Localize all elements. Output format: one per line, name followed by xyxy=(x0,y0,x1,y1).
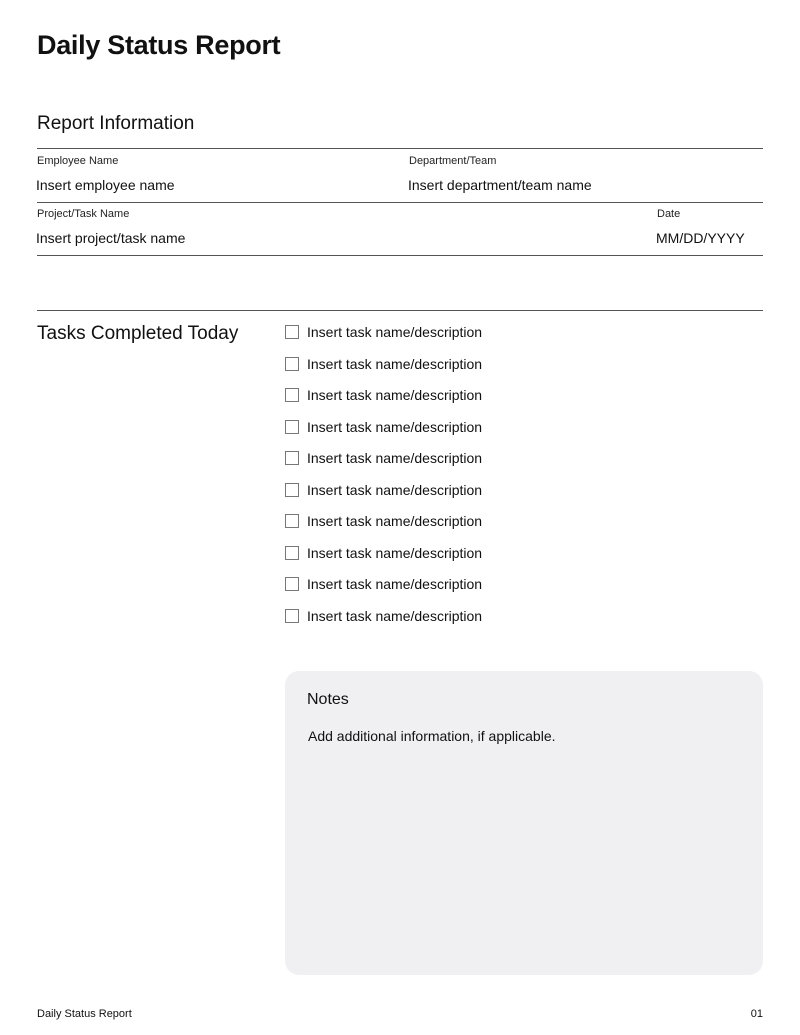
task-item xyxy=(285,482,482,514)
task-checkbox[interactable] xyxy=(285,388,299,402)
page-number: 01 xyxy=(750,1008,763,1020)
footer-title: Daily Status Report xyxy=(37,1008,132,1020)
task-item xyxy=(285,419,482,451)
task-item xyxy=(285,576,482,608)
task-label: Insert task name/description xyxy=(307,418,483,435)
date-field[interactable]: MM/DD/YYYY xyxy=(656,230,745,246)
task-checkbox[interactable] xyxy=(285,514,299,528)
task-checkbox[interactable] xyxy=(285,357,299,371)
department-field[interactable]: Insert department/team name xyxy=(408,177,592,193)
task-item xyxy=(285,450,482,482)
task-item xyxy=(285,545,482,577)
task-item xyxy=(285,387,482,419)
task-item xyxy=(285,608,482,640)
task-checkbox[interactable] xyxy=(285,546,299,560)
project-name-field[interactable]: Insert project/task name xyxy=(36,230,186,246)
task-checkbox[interactable] xyxy=(285,420,299,434)
page-title: Daily Status Report xyxy=(37,30,281,60)
notes-panel[interactable] xyxy=(285,671,763,975)
divider xyxy=(37,310,763,311)
divider xyxy=(37,255,763,256)
divider xyxy=(37,202,763,203)
task-label: Insert task name/description xyxy=(307,355,483,372)
task-label: Insert task name/description xyxy=(307,450,483,466)
employee-name-label: Employee Name xyxy=(37,155,119,167)
report-information-heading: Report Information xyxy=(37,113,195,134)
project-name-label: Project/Task Name xyxy=(37,208,130,220)
task-checkbox[interactable] xyxy=(285,577,299,591)
task-checkbox[interactable] xyxy=(285,325,299,339)
tasks-completed-heading: Tasks Completed Today xyxy=(37,323,239,344)
date-label: Date xyxy=(657,208,681,220)
task-label: Insert task name/description xyxy=(307,324,483,340)
task-label: Insert task name/description xyxy=(307,481,483,498)
task-checkbox[interactable] xyxy=(285,451,299,465)
task-item xyxy=(285,324,482,356)
task-label: Insert task name/description xyxy=(307,544,483,561)
task-item xyxy=(285,356,482,388)
employee-name-field[interactable]: Insert employee name xyxy=(36,177,175,193)
notes-text[interactable]: Add additional information, if applicable. xyxy=(308,728,556,744)
task-label: Insert task name/description xyxy=(307,607,483,624)
task-item xyxy=(285,513,482,545)
task-list xyxy=(285,324,482,639)
task-label: Insert task name/description xyxy=(307,513,483,529)
task-label: Insert task name/description xyxy=(307,387,483,403)
task-checkbox[interactable] xyxy=(285,483,299,497)
department-label: Department/Team xyxy=(409,155,497,167)
task-label: Insert task name/description xyxy=(307,576,483,592)
divider xyxy=(37,148,763,149)
task-checkbox[interactable] xyxy=(285,609,299,623)
notes-heading: Notes xyxy=(307,691,349,708)
